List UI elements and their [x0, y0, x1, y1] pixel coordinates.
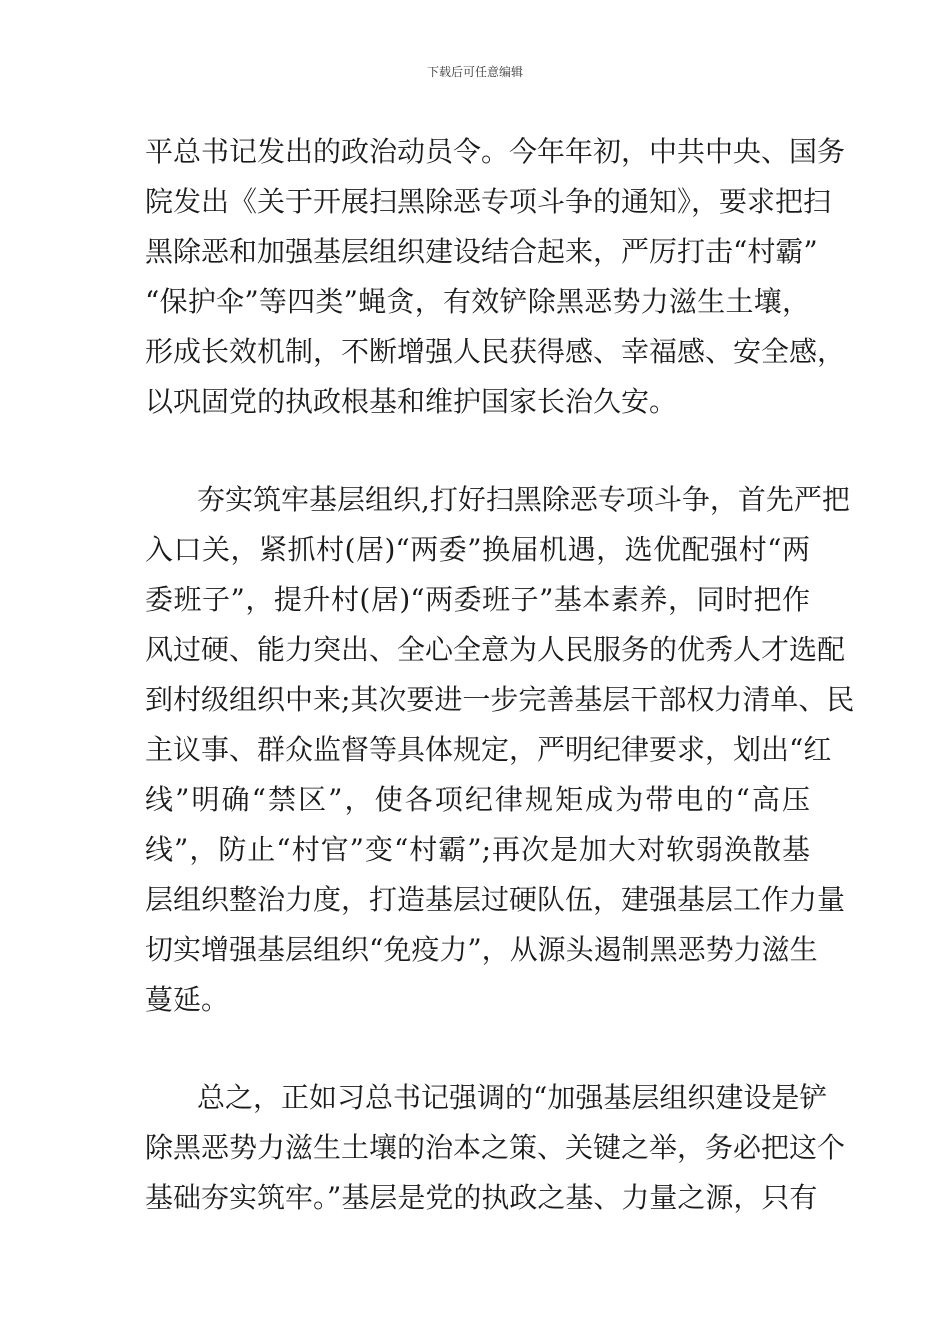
paragraph-2-line-4: 风过硬、能力突出、全心全意为人民服务的优秀人才选配 [145, 633, 846, 666]
paragraph-3-line-3: 基础夯实筑牢。”基层是党的执政之基、力量之源，只有 [145, 1181, 818, 1214]
paragraph-3-line-2: 除黑恶势力滋生土壤的治本之策、关键之举，务必把这个 [145, 1131, 846, 1164]
paragraph-3-line-1: 总之，正如习总书记强调的“加强基层组织建设是铲 [197, 1081, 828, 1114]
paragraph-1-line-5: 形成长效机制，不断增强人民获得感、幸福感、安全感， [145, 335, 846, 368]
paragraph-2-line-11: 蔓延。 [145, 983, 230, 1016]
paragraph-2-line-10: 切实增强基层组织“免疫力”，从源头遏制黑恶势力滋生 [145, 933, 818, 966]
paragraph-2-line-1: 夯实筑牢基层组织,打好扫黑除恶专项斗争，首先严把 [197, 483, 850, 516]
page-header: 下载后可任意编辑 [426, 65, 523, 79]
paragraph-2-line-2: 入口关，紧抓村(居)“两委”换届机遇，选优配强村“两 [145, 533, 810, 566]
paragraph-2-line-9: 层组织整治力度，打造基层过硬队伍，建强基层工作力量 [145, 883, 846, 916]
paragraph-1-line-4: “保护伞”等四类”蝇贪，有效铲除黑恶势力滋生土壤， [145, 285, 810, 318]
paragraph-1-line-3: 黑除恶和加强基层组织建设结合起来，严厉打击“村霸” [145, 235, 818, 268]
paragraph-2-line-8: 线”，防止“村官”变“村霸”;再次是加大对软弱涣散基 [145, 833, 810, 866]
paragraph-2-line-6: 主议事、群众监督等具体规定，严明纪律要求，划出“红 [145, 733, 832, 766]
paragraph-2-line-5: 到村级组织中来;其次要进一步完善基层干部权力清单、民 [145, 683, 855, 716]
paragraph-1-line-2: 院发出《关于开展扫黑除恶专项斗争的通知》，要求把扫 [145, 185, 832, 218]
paragraph-2-line-3: 委班子”，提升村(居)“两委班子”基本素养，同时把作 [145, 583, 810, 616]
paragraph-1-line-1: 平总书记发出的政治动员令。今年年初，中共中央、国务 [145, 135, 846, 168]
paragraph-1-line-6: 以巩固党的执政根基和维护国家长治久安。 [145, 385, 678, 418]
paragraph-2-line-7: 线”明确“禁区”，使各项纪律规矩成为带电的“高压 [145, 783, 810, 816]
